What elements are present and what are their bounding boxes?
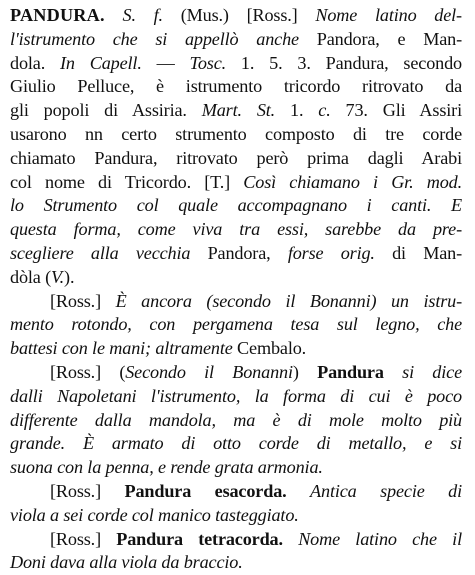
text-run: 1. 5. 3. Pandura, secondo: [226, 52, 462, 73]
text-run: Nome latino del-: [315, 5, 462, 25]
text-run: col nome di Tricordo. [T.]: [10, 171, 244, 192]
text-line: [10, 290, 462, 314]
text-line: [10, 337, 462, 361]
text-run: Pandura esacorda.: [124, 480, 287, 501]
text-run: [384, 362, 402, 382]
text-run: forse orig.: [287, 242, 375, 263]
text-run: —: [141, 52, 190, 73]
text-line: [10, 28, 462, 52]
text-run: (Mus.) [Ross.]: [162, 5, 316, 25]
text-line: [10, 528, 462, 552]
text-run: In Capell.: [60, 52, 142, 73]
text-run: Antica specie di: [310, 480, 462, 501]
text-line: [10, 218, 462, 242]
text-line: [10, 313, 462, 337]
text-run: ).: [64, 266, 75, 287]
text-run: dola.: [10, 52, 60, 73]
text-run: [Ross.]: [50, 480, 125, 501]
text-run: lo Strumento col quale accompagnano i canti. E: [10, 195, 462, 216]
text-line: [10, 480, 462, 504]
text-run: [Ross.]: [50, 528, 117, 549]
text-line: [10, 147, 462, 171]
grammar-label: S. f.: [122, 5, 163, 25]
text-run: grande. È armato di otto corde di metallo, e si: [10, 433, 462, 454]
text-run: questa forma, come viva tra essi, sarebbe da pre-: [10, 219, 462, 240]
text-run: suona con la penna, e rende grata armonia.: [10, 457, 323, 478]
text-run: Pandura: [317, 361, 384, 382]
text-line: [10, 4, 462, 28]
text-line: [10, 551, 462, 575]
text-run: [Ross.]: [50, 290, 116, 311]
text-run: c.: [318, 100, 331, 121]
text-run: Pandora,: [190, 242, 288, 263]
text-line: [10, 123, 462, 147]
text-run: battesi con le mani; altramente: [10, 338, 233, 359]
text-line: [10, 99, 462, 123]
text-run: 73. Gli Assiri: [330, 100, 462, 121]
text-run: [105, 5, 123, 25]
text-run: [287, 481, 311, 501]
text-run: dòla (: [10, 266, 52, 287]
text-run: differente dalla mandola, ma è di mole molto più: [10, 409, 462, 430]
text-line: [10, 504, 462, 528]
text-run: di Man-: [374, 242, 462, 263]
text-run: Cembalo.: [232, 338, 307, 359]
text-run: scegliere alla vecchia: [10, 242, 191, 263]
text-run: l'istrumento che si appellò anche: [10, 28, 299, 49]
text-run: Tosc.: [189, 52, 227, 73]
text-run: usarono nn certo strumento composto di tre corde: [10, 123, 462, 144]
text-line: [10, 75, 462, 99]
dictionary-entry: [10, 4, 462, 575]
text-run: Giulio Pelluce, è istrumento tricordo ritrovato da: [10, 76, 462, 97]
text-run: [Ross.] (: [50, 361, 126, 382]
text-run: V.: [51, 266, 65, 287]
text-run: mento rotondo, con pergamena tesa sul legno, che: [10, 314, 462, 335]
text-line: [10, 242, 462, 266]
text-run: si dice: [402, 361, 463, 382]
text-run: Pandura tetracorda.: [116, 528, 283, 549]
text-run: gli popoli di Assiria.: [10, 100, 202, 121]
text-run: Mart. St.: [201, 100, 276, 121]
headword: PANDURA.: [10, 5, 105, 25]
text-run: Doni dava alla viola da braccio.: [10, 552, 243, 573]
text-line: [10, 361, 462, 385]
text-run: dalli Napoletani l'istrumento, la forma di cui è poco: [10, 385, 462, 406]
text-line: [10, 266, 462, 290]
text-line: [10, 194, 462, 218]
text-run: [283, 529, 298, 549]
text-run: Secondo il Bonanni: [125, 361, 293, 382]
text-run: Nome latino che il: [298, 528, 462, 549]
text-line: [10, 409, 462, 433]
text-line: [10, 385, 462, 409]
text-line: [10, 456, 462, 480]
text-line: [10, 432, 462, 456]
text-run: È ancora (secondo il Bonanni) un istru-: [115, 290, 462, 311]
text-run: viola a sei corde col manico tasteggiato.: [10, 504, 299, 525]
text-line: [10, 52, 462, 76]
text-run: Pandora, e Man-: [298, 28, 462, 49]
text-run: 1.: [275, 100, 319, 121]
text-run: chiamato Pandura, ritrovato però prima dagli Arabi: [10, 147, 462, 168]
text-run: ): [292, 361, 318, 382]
text-line: [10, 171, 462, 195]
text-run: Così chiamano i Gr. mod.: [243, 171, 462, 192]
